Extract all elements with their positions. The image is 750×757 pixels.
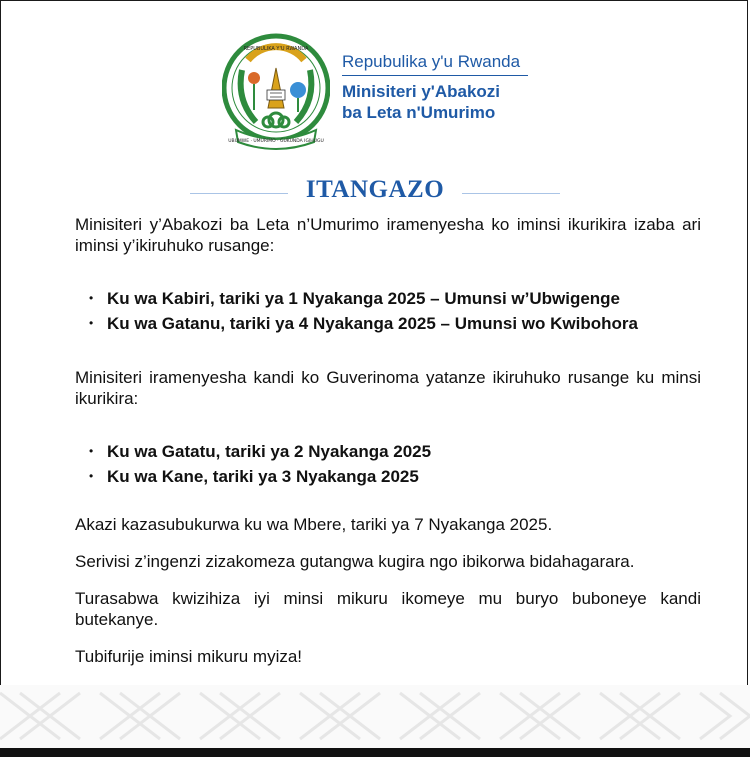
intro-paragraph: Minisiteri y’Abakozi ba Leta n’Umurimo iramenyesha ko iminsi ikurikira izaba ari iminsi y’ikiruhuko rusange: [75, 215, 701, 255]
decorative-pattern [0, 685, 750, 748]
announcement-title-row [190, 176, 560, 210]
title-right-line [462, 193, 560, 194]
ministry-name-line1: Minisiteri y'Abakozi [342, 82, 501, 101]
extra-days-list [75, 439, 701, 489]
svg-text:UBUMWE · UMURIMO · GUKUNDA IGI: UBUMWE · UMURIMO · GUKUNDA IGIHUGU [228, 139, 324, 144]
announcement-body [75, 214, 701, 667]
request-paragraph: Turasabwa kwizihiza iyi minsi mikuru ikomeye mu buryo buboneye kandi butekanye. [75, 589, 701, 629]
ministry-name-line2: ba Leta n'Umurimo [342, 103, 496, 122]
letterhead [222, 30, 542, 155]
republic-name: Repubulika y'u Rwanda [342, 52, 521, 71]
holiday-list [75, 286, 701, 336]
header-divider [342, 75, 528, 76]
second-intro-paragraph: Minisiteri iramenyesha kandi ko Guverinoma yatanze ikiruhuko rusange ku minsi ikurikira: [75, 368, 701, 408]
closing-paragraph: Tubifurije iminsi mikuru myiza! [75, 647, 303, 666]
rwanda-seal-icon [222, 30, 330, 152]
resume-work-paragraph: Akazi kazasubukurwa ku wa Mbere, tariki ya 7 Nyakanga 2025. [75, 515, 553, 534]
extra-day-item: • Ku wa Gatatu, tariki ya 2 Nyakanga 2025 [75, 439, 701, 464]
svg-text:REPUBULIKA Y'U RWANDA: REPUBULIKA Y'U RWANDA [243, 46, 309, 52]
bottom-border [0, 748, 750, 757]
essential-services-paragraph: Serivisi z’ingenzi zizakomeza gutangwa kugira ngo ibikorwa bidahagarara. [75, 552, 635, 571]
holiday-item: • Ku wa Gatanu, tariki ya 4 Nyakanga 2025 – Umunsi wo Kwibohora [75, 311, 701, 336]
extra-day-item: • Ku wa Kane, tariki ya 3 Nyakanga 2025 [75, 464, 701, 489]
announcement-title: ITANGAZO [305, 176, 445, 203]
ministry-name-block [342, 52, 530, 123]
holiday-item: • Ku wa Kabiri, tariki ya 1 Nyakanga 2025 – Umunsi w’Ubwigenge [75, 286, 701, 311]
